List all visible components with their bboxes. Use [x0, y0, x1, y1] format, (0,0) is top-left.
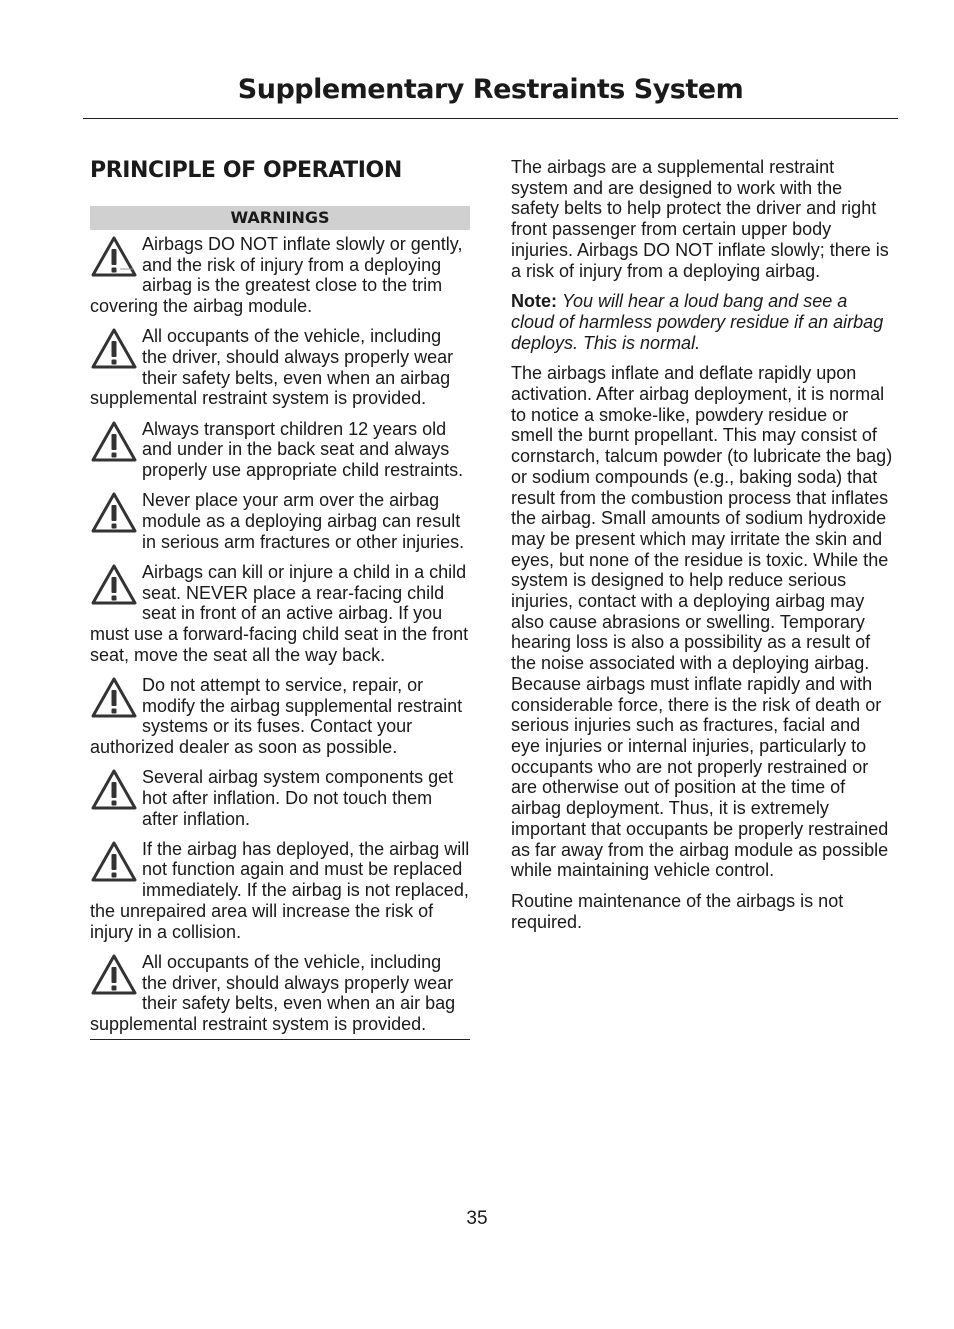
note-label: Note:	[511, 291, 557, 312]
page-header	[83, 70, 898, 119]
warning-item	[90, 490, 470, 552]
warning-text: Always transport children 12 years old and under in the back seat and always properly use appropriate child restraints.	[142, 418, 464, 481]
page-number: 35	[466, 1208, 488, 1229]
warning-text: Airbags can kill or injure a child in a child seat. NEVER place a rear-facing child seat in front of an active airbag. If you must use a forward-facing child seat in the front seat, move the seat all the way back.	[90, 561, 469, 665]
warning-item	[90, 839, 470, 943]
warning-item	[90, 419, 470, 481]
warning-triangle-icon	[90, 676, 138, 720]
body-paragraph: The airbags are a supplemental restraint system and are designed to work with the safety belts to help protect the driver and right front passenger from certain upper body injuries. Airbags DO NOT inflate slowly; there is a risk of injury from a deploying airbag.	[511, 157, 889, 281]
warning-text: All occupants of the vehicle, including the driver, should always properly wear their safety belts, even when an airbag supplemental restraint system is provided.	[90, 326, 454, 409]
note-paragraph	[511, 291, 893, 353]
warning-text: If the airbag has deployed, the airbag will not function again and must be replaced immediately. If the airbag is not replaced, the unrepaired area will increase the risk of injury in a collision.	[90, 838, 470, 942]
warning-item	[90, 675, 470, 758]
warning-triangle-icon	[90, 563, 138, 607]
page-title: Supplementary Restraints System	[237, 74, 744, 105]
warning-text: All occupants of the vehicle, including the driver, should always properly wear their safety belts, even when an air bag supplemental restraint system is provided.	[90, 951, 456, 1034]
warning-text: Never place your arm over the airbag module as a deploying airbag can result in serious arm fractures or other injuries.	[142, 490, 465, 552]
body-paragraph: The airbags inflate and deflate rapidly upon activation. After airbag deployment, it is normal to notice a smoke-like, powdery residue or smell the burnt propellant. This may consist of cornstarch, talcum powder (to lubricate the bag) or sodium compounds (e.g., baking soda) that result from the combustion process that inflates the airbag. Small amounts of sodium hydroxide may be present which may irritate the skin and eyes, but none of the residue is toxic. While the system is designed to help reduce serious injuries, contact with a deploying airbag may also cause abrasions or swelling. Temporary hearing loss is also a possibility as a result of the noise associated with a deploying airbag. Because airbags must inflate rapidly and with considerable force, there is the risk of death or serious injuries such as fractures, facial and eye injuries or internal injuries, particularly to occupants who are not properly restrained or are otherwise out of position at the time of airbag deployment. Thus, it is extremely important that occupants be properly restrained as far away from the airbag module as possible while maintaining vehicle control.	[511, 363, 893, 881]
section-title: PRINCIPLE OF OPERATION	[90, 158, 402, 183]
warning-triangle-icon	[90, 491, 138, 535]
left-column	[90, 156, 470, 1040]
warning-triangle-icon	[90, 420, 138, 464]
warning-triangle-icon	[90, 235, 138, 279]
warning-triangle-icon	[90, 840, 138, 884]
note-text: You will hear a loud bang and see a cloud of harmless powdery residue if an airbag deploys. This is normal.	[511, 291, 884, 353]
body-paragraph: Routine maintenance of the airbags is not required.	[511, 890, 844, 932]
warning-text: Do not attempt to service, repair, or modify the airbag supplemental restraint systems or its fuses. Contact your authorized dealer as soon as possible.	[90, 674, 463, 757]
warning-item	[90, 326, 470, 409]
warning-text: Airbags DO NOT inflate slowly or gently, and the risk of injury from a deploying airbag is the greatest close to the trim covering the airbag module.	[90, 234, 463, 317]
warning-list	[90, 234, 470, 1040]
warning-item	[90, 234, 470, 317]
warning-item	[90, 767, 470, 829]
warning-text: Several airbag system components get hot after inflation. Do not touch them after inflation.	[142, 767, 454, 829]
warning-triangle-icon	[90, 327, 138, 371]
right-column	[511, 157, 893, 942]
warning-item	[90, 562, 470, 666]
warning-triangle-icon	[90, 768, 138, 812]
warning-item	[90, 952, 470, 1035]
warning-triangle-icon	[90, 953, 138, 997]
warnings-heading: WARNINGS	[90, 206, 470, 230]
